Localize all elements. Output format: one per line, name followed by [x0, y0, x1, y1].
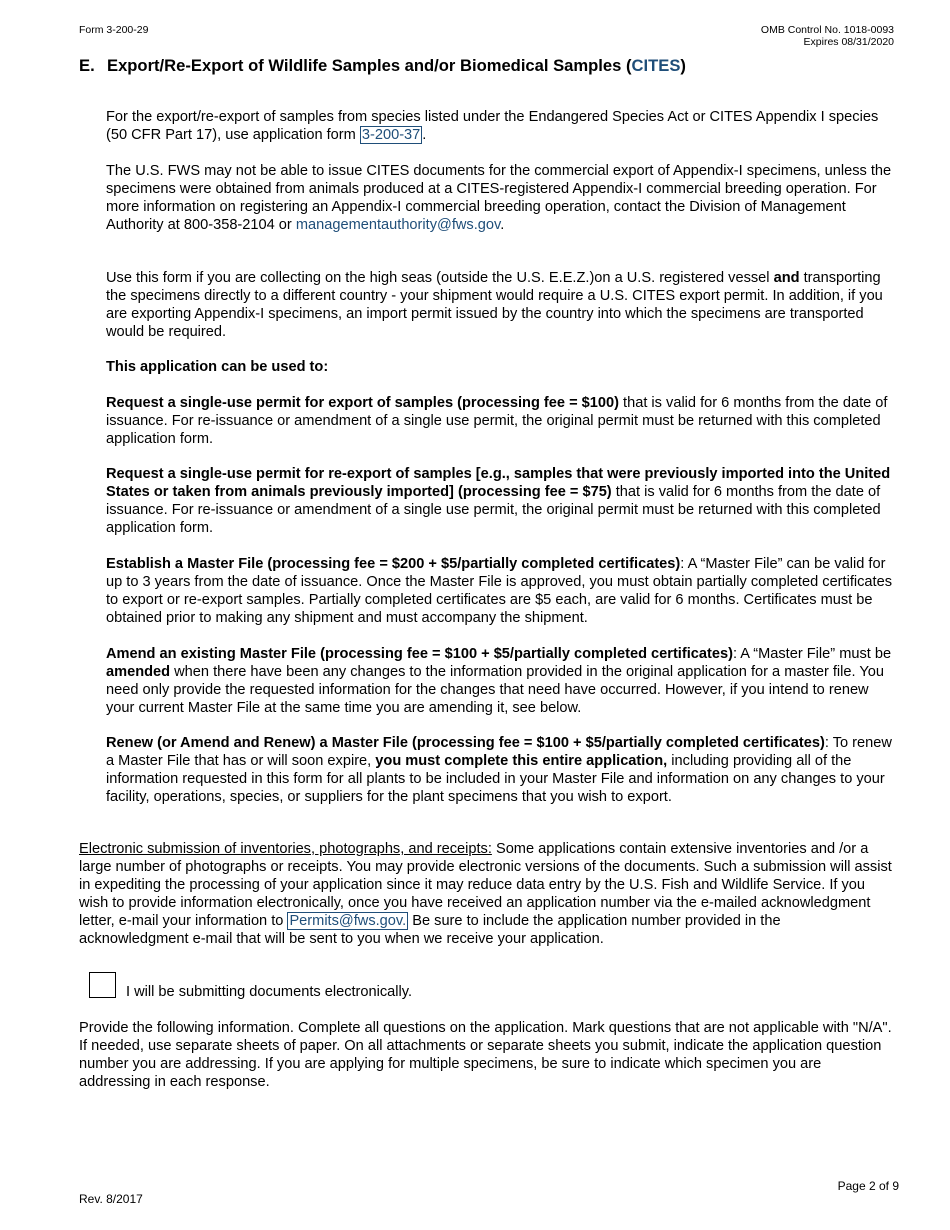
use-renew-master-file: [106, 734, 896, 806]
esa-paragraph: [106, 108, 896, 144]
use-establish-master-file-title: Establish a Master File (processing fee = $200 + $5/partially completed certificates): [106, 556, 681, 572]
omb-info: [761, 24, 894, 48]
section-letter: E.: [79, 56, 95, 75]
electronic-submission-checkbox-label: I will be submitting documents electronically.: [126, 984, 413, 1000]
use-amend-master-file-text: when there have been any changes to the information provided in the original application for a master file. You need only provide the requested information for the changes that need have occurred. However, if you intend to renew your current Master File at the same time you are amending it, see below.: [106, 664, 885, 716]
use-export-single-text: that is valid for 6 months from the date of issuance. For re-issuance or amendment of a single use permit, the original permit must be returned with this completed application form.: [106, 395, 888, 447]
electronic-submission-text: Some applications contain extensive inventories and /or a large number of photographs or receipts. You may provide electronic versions of the documents. Such a submission will assist in expediting the processing of your application since it may reduce data entry by the U.S. Fish and Wildlife Service. If you wish to provide information electronically, once you have received an application number via the e-mailed acknowledgment letter, e-mail your information to: [79, 841, 892, 929]
appendix-i-end: .: [500, 217, 505, 233]
uses-heading: [106, 358, 896, 376]
instructions-text: Provide the following information. Complete all questions on the application. Mark questions that are not applicable with "N/A". If needed, use separate sheets of paper. On all attachments or separate sheets you submit, indicate the application question number you are addressing. If you are applying for multiple specimens, be sure to indicate which specimen you are addressing in each response.: [79, 1020, 892, 1090]
section-title-text: Export/Re-Export of Wildlife Samples and/or Biomedical Samples (: [107, 56, 632, 75]
page-number: Page 2 of 9: [837, 1179, 899, 1193]
use-amend-master-file-mid: : A “Master File” must be: [732, 646, 892, 662]
high-seas-paragraph: [106, 269, 896, 341]
esa-text: For the export/re-export of samples from species listed under the Endangered Species Act or CITES Appendix I species (50 CFR Part 17), use application form: [106, 109, 879, 143]
use-amend-master-file-title: Amend an existing Master File (processing fee = $100 + $5/partially completed certificates): [106, 646, 733, 662]
electronic-submission-paragraph: [79, 840, 894, 948]
use-establish-master-file-text: : A “Master File” can be valid for up to 3 years from the date of issuance. Once the Master File is approved, you must obtain partially completed certificates to export or re-export samples. Partially completed certificates are $5 each, are valid for 6 months. Certificates must be obtained prior to making any shipment and must accompany the shipment.: [106, 556, 893, 626]
use-amend-master-file-bold: amended: [106, 664, 171, 680]
use-renew-master-file-mid: : To renew a Master File that has or will soon expire,: [106, 735, 892, 769]
section-title: [79, 56, 909, 76]
use-renew-master-file-text: including providing all of the information requested in this form for all plants to be included in your Master File and information on any changes to your facility, operations, species, or suppliers for the plant specimens that you wish to export.: [106, 753, 885, 805]
use-export-single-title: Request a single-use permit for export of samples (processing fee = $100): [106, 395, 619, 411]
permits-email-link[interactable]: Permits@fws.gov.: [289, 913, 407, 929]
management-authority-email-link[interactable]: managementauthority@fws.gov: [295, 217, 501, 233]
use-reexport-single-text: that is valid for 6 months from the date of issuance. For re-issuance or amendment of a single use permit, the original permit must be returned with this completed application form.: [106, 484, 881, 536]
section-title-close: ): [680, 56, 686, 75]
esa-end: .: [422, 127, 427, 143]
form-number: Form 3-200-29: [79, 24, 149, 36]
electronic-submission-checkbox[interactable]: [89, 972, 116, 998]
appendix-i-paragraph: [106, 162, 896, 234]
electronic-submission-heading: Electronic submission of inventories, photographs, and receipts:: [79, 841, 492, 857]
uses-heading-text: This application can be used to:: [106, 359, 329, 375]
appendix-i-text: The U.S. FWS may not be able to issue CITES documents for the commercial export of Appendix-I specimens, unless the specimens were obtained from animals produced at a CITES-registered Appendix-I commercial breeding operation. For more information on registering an Appendix-I commercial breeding operation, contact the Division of Management Authority at 800-358-2104 or: [106, 163, 892, 233]
cites-link[interactable]: CITES: [631, 56, 681, 75]
use-export-single: [106, 394, 896, 448]
instructions-paragraph: [79, 1019, 894, 1091]
revision-date: Rev. 8/2017: [79, 1192, 143, 1206]
expiration-date: Expires 08/31/2020: [803, 36, 894, 48]
use-reexport-single: [106, 465, 896, 537]
omb-control-number: OMB Control No. 1018-0093: [760, 24, 894, 36]
use-reexport-single-title: Request a single-use permit for re-export of samples [e.g., samples that were previously imported into the United States or taken from animals previously imported] (processing fee = $75): [106, 466, 891, 500]
high-seas-bold: and: [773, 270, 800, 286]
use-amend-master-file: [106, 645, 896, 717]
high-seas-text: Use this form if you are collecting on the high seas (outside the U.S. E.E.Z.)on a U.S. registered vessel: [106, 270, 774, 286]
high-seas-rest: transporting the specimens directly to a different country - your shipment would require a U.S. CITES export permit. In addition, if you are exporting Appendix-I specimens, an import permit issued by the country into which the specimens are transported would be required.: [106, 270, 883, 340]
electronic-submission-rest: Be sure to include the application number provided in the acknowledgment e-mail that will be sent to you when we receive your application.: [79, 913, 781, 947]
use-renew-master-file-title: Renew (or Amend and Renew) a Master File (processing fee = $100 + $5/partially completed certificates): [106, 735, 825, 751]
use-renew-master-file-bold: you must complete this entire application,: [375, 753, 668, 769]
form-3-200-37-link[interactable]: 3-200-37: [361, 127, 421, 143]
use-establish-master-file: [106, 555, 896, 627]
